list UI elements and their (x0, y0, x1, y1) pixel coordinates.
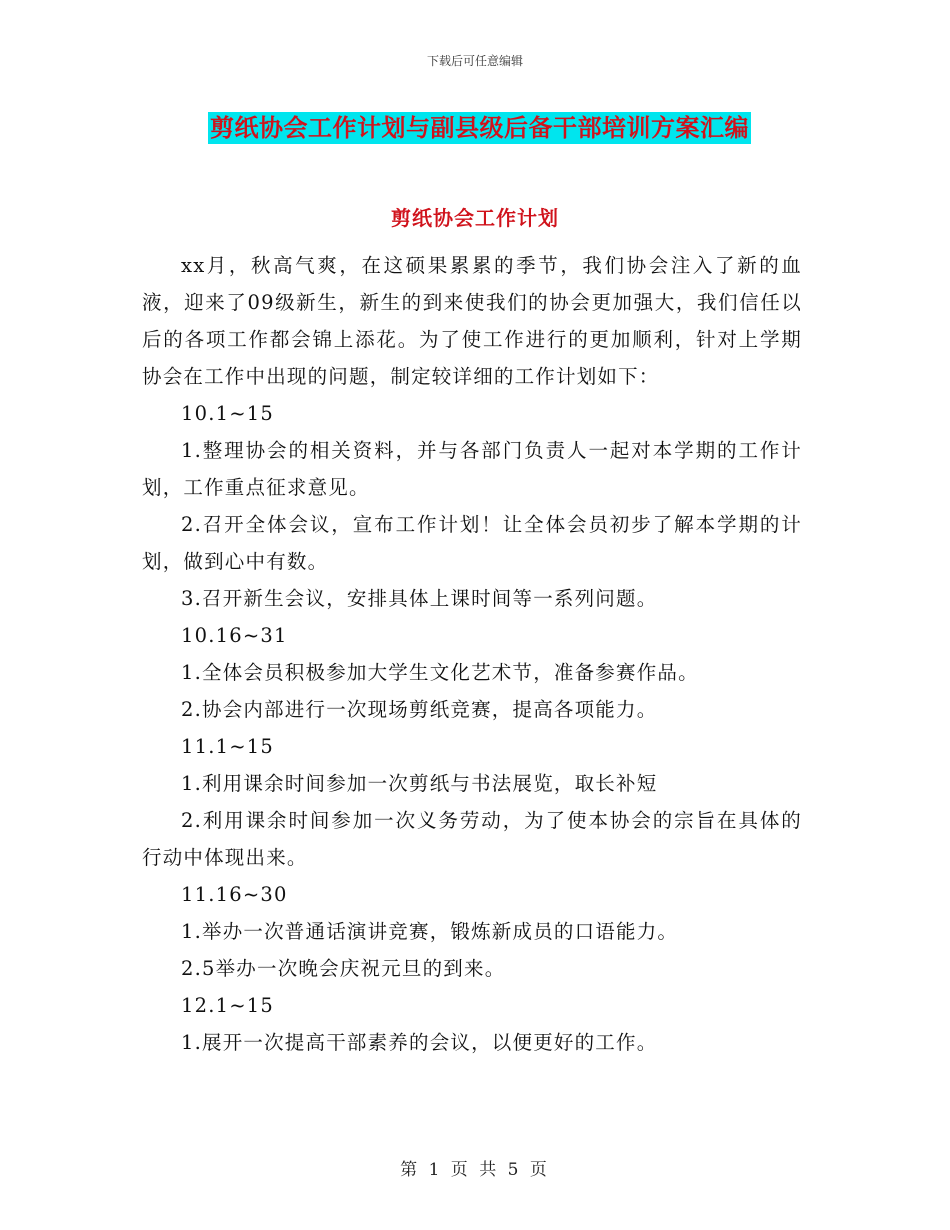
list-item: 2.利用课余时间参加一次义务劳动，为了使本协会的宗旨在具体的行动中体现出来。 (142, 809, 802, 869)
list-item: 3.召开新生会议，安排具体上课时间等一系列问题。 (181, 587, 658, 610)
list-item: 1.整理协会的相关资料，并与各部门负责人一起对本学期的工作计划，工作重点征求意见。 (142, 439, 802, 499)
list-item: 2.5举办一次晚会庆祝元旦的到来。 (181, 957, 506, 980)
list-item: 2.召开全体会议，宣布工作计划！让全体会员初步了解本学期的计划，做到心中有数。 (142, 513, 802, 573)
date-heading: 11.1~15 (181, 735, 274, 758)
page-header-note: 下载后可任意编辑 (426, 54, 523, 68)
list-item: 2.协会内部进行一次现场剪纸竞赛，提高各项能力。 (181, 698, 658, 721)
list-item: 1.全体会员积极参加大学生文化艺术节，准备参赛作品。 (181, 661, 699, 684)
list-item: 1.利用课余时间参加一次剪纸与书法展览，取长补短 (181, 772, 658, 795)
document-title: 剪纸协会工作计划与副县级后备干部培训方案汇编 (210, 114, 749, 142)
section-title: 剪纸协会工作计划 (391, 206, 559, 230)
date-heading: 12.1~15 (181, 994, 274, 1017)
date-heading: 10.1~15 (181, 402, 274, 425)
list-item: 1.举办一次普通话演讲竞赛，锻炼新成员的口语能力。 (181, 920, 679, 943)
list-item: 1.展开一次提高干部素养的会议，以便更好的工作。 (181, 1031, 658, 1054)
paragraph-intro: xx月，秋高气爽，在这硕果累累的季节，我们协会注入了新的血液，迎来了09级新生，新生的到来使我们的协会更加强大，我们信任以后的各项工作都会锦上添花。为了使工作进行的更加顺利，针对上学期协会在工作中出现的问题，制定较详细的工作计划如下： (142, 254, 802, 388)
date-heading: 11.16~30 (181, 883, 288, 906)
document-body (142, 247, 802, 1061)
page-number-footer: 第 1 页 共 5 页 (400, 1160, 550, 1180)
date-heading: 10.16~31 (181, 624, 288, 647)
